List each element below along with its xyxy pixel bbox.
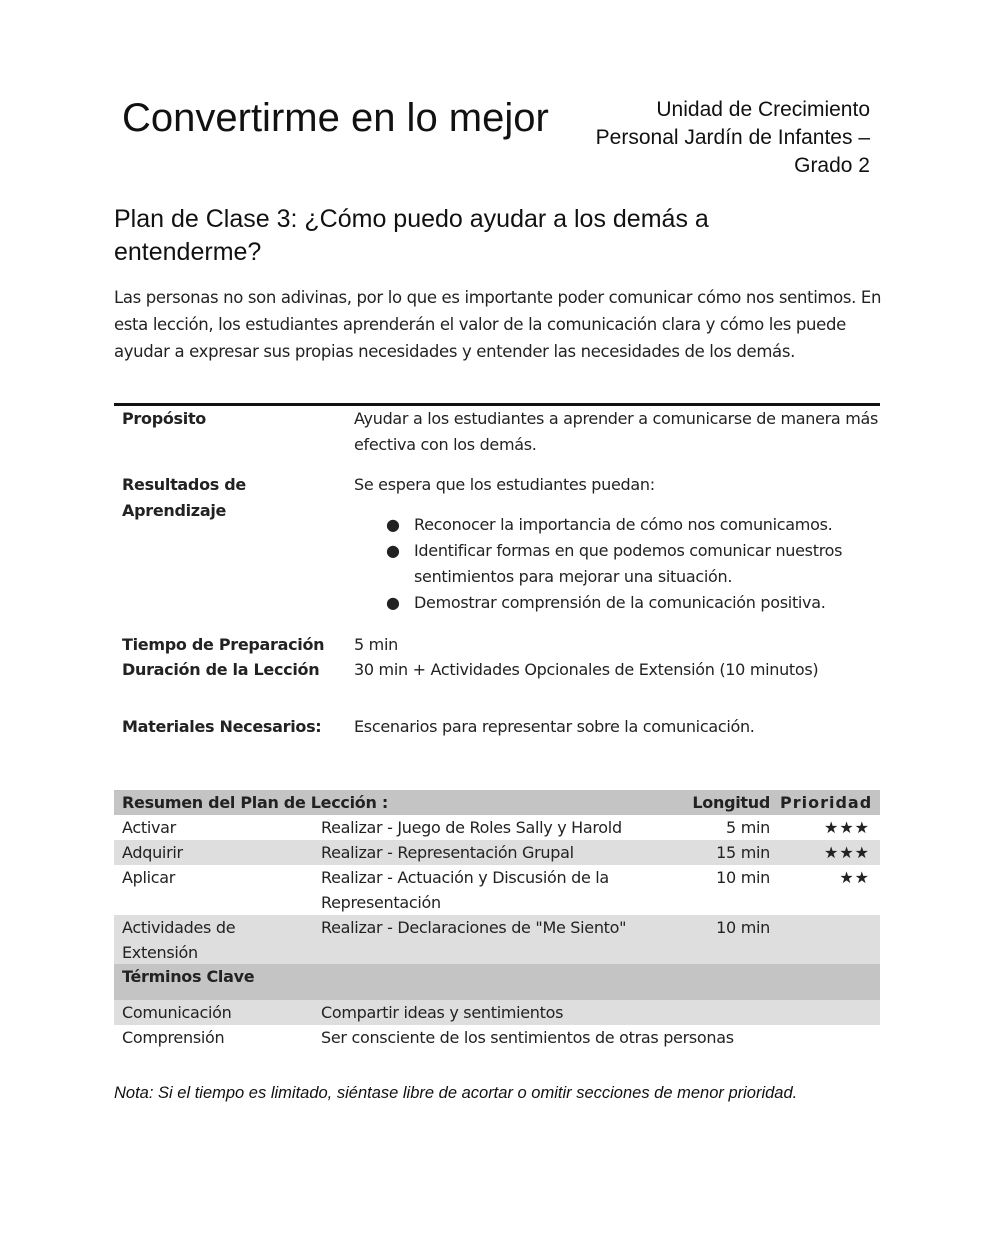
activity-cell: Realizar - Actuación y Discusión de la Representación — [321, 868, 609, 912]
summary-title: Resumen del Plan de Lección : — [122, 793, 388, 812]
activity-cell: Realizar - Declaraciones de "Me Siento" — [321, 918, 627, 937]
table-row — [114, 865, 880, 915]
length-cell: 15 min — [716, 843, 770, 862]
duration-value: 30 min + Actividades Opcionales de Extensión (10 minutos) — [354, 660, 819, 679]
key-terms-header — [114, 964, 880, 1000]
activity-cell: Realizar - Representación Grupal — [321, 843, 574, 862]
term-cell: Comprensión — [122, 1028, 225, 1047]
definition-cell: Ser consciente de los sentimientos de otras personas — [321, 1028, 734, 1047]
list-item: ● Reconocer la importancia de cómo nos comunicamos. — [354, 512, 884, 538]
list-item: ● Identificar formas en que podemos comunicar nuestros sentimientos para mejorar una situación. — [354, 538, 884, 590]
list-item: ● Demostrar comprensión de la comunicación positiva. — [354, 590, 884, 616]
prep-value: 5 min — [354, 635, 398, 654]
key-terms-title: Términos Clave — [122, 967, 255, 986]
length-cell: 5 min — [726, 818, 770, 837]
phase-cell: Activar — [122, 818, 176, 837]
outcomes-intro: Se espera que los estudiantes puedan: — [354, 475, 655, 494]
purpose-label: Propósito — [122, 409, 207, 428]
lesson-summary-table — [114, 790, 880, 1050]
definition-cell: Compartir ideas y sentimientos — [321, 1003, 564, 1022]
prep-label: Tiempo de Preparación — [122, 635, 325, 654]
priority-stars: ★★ — [839, 868, 870, 887]
length-cell: 10 min — [716, 918, 770, 937]
purpose-value: Ayudar a los estudiantes a aprender a comunicarse de manera más efectiva con los demás. — [354, 409, 879, 454]
phase-cell: Actividades de Extensión — [122, 918, 236, 962]
table-row — [114, 1025, 880, 1050]
document-title: Convertirme en lo mejor — [122, 96, 549, 140]
outcomes-list — [354, 512, 884, 616]
table-row — [114, 840, 880, 865]
table-row — [114, 815, 880, 840]
outcomes-label: Resultados de Aprendizaje — [122, 475, 246, 520]
table-row — [114, 915, 880, 964]
lesson-intro: Las personas no son adivinas, por lo que es importante poder comunicar cómo nos sentimos. En esta lección, los estudiantes aprenderán el valor de la comunicación clara y cómo les puede ayudar a expresar sus propias necesidades y entender las necesidades de los demás. — [114, 288, 882, 361]
materials-label: Materiales Necesarios: — [122, 717, 322, 736]
priority-header: Prioridad — [780, 793, 873, 812]
priority-stars: ★★★ — [823, 818, 870, 837]
phase-cell: Aplicar — [122, 868, 176, 887]
length-header: Longitud — [692, 793, 770, 812]
phase-cell: Adquirir — [122, 843, 183, 862]
lesson-title: Plan de Clase 3: ¿Cómo puedo ayudar a los demás a entenderme? — [114, 205, 709, 266]
duration-label: Duración de la Lección — [122, 660, 320, 679]
table-header — [114, 790, 880, 815]
activity-cell: Realizar - Juego de Roles Sally y Harold — [321, 818, 622, 837]
bullet-icon: ● — [386, 515, 400, 534]
term-cell: Comunicación — [122, 1003, 232, 1022]
unit-title: Unidad de Crecimiento Personal Jardín de Infantes – Grado 2 — [595, 98, 870, 177]
bullet-icon: ● — [386, 541, 400, 560]
outcomes-value — [354, 472, 884, 616]
priority-stars: ★★★ — [823, 843, 870, 862]
materials-value: Escenarios para representar sobre la comunicación. — [354, 717, 755, 736]
bullet-icon: ● — [386, 593, 400, 612]
length-cell: 10 min — [716, 868, 770, 887]
footnote: Nota: Si el tiempo es limitado, siéntase libre de acortar o omitir secciones de menor prioridad. — [114, 1084, 798, 1102]
table-row — [114, 1000, 880, 1025]
